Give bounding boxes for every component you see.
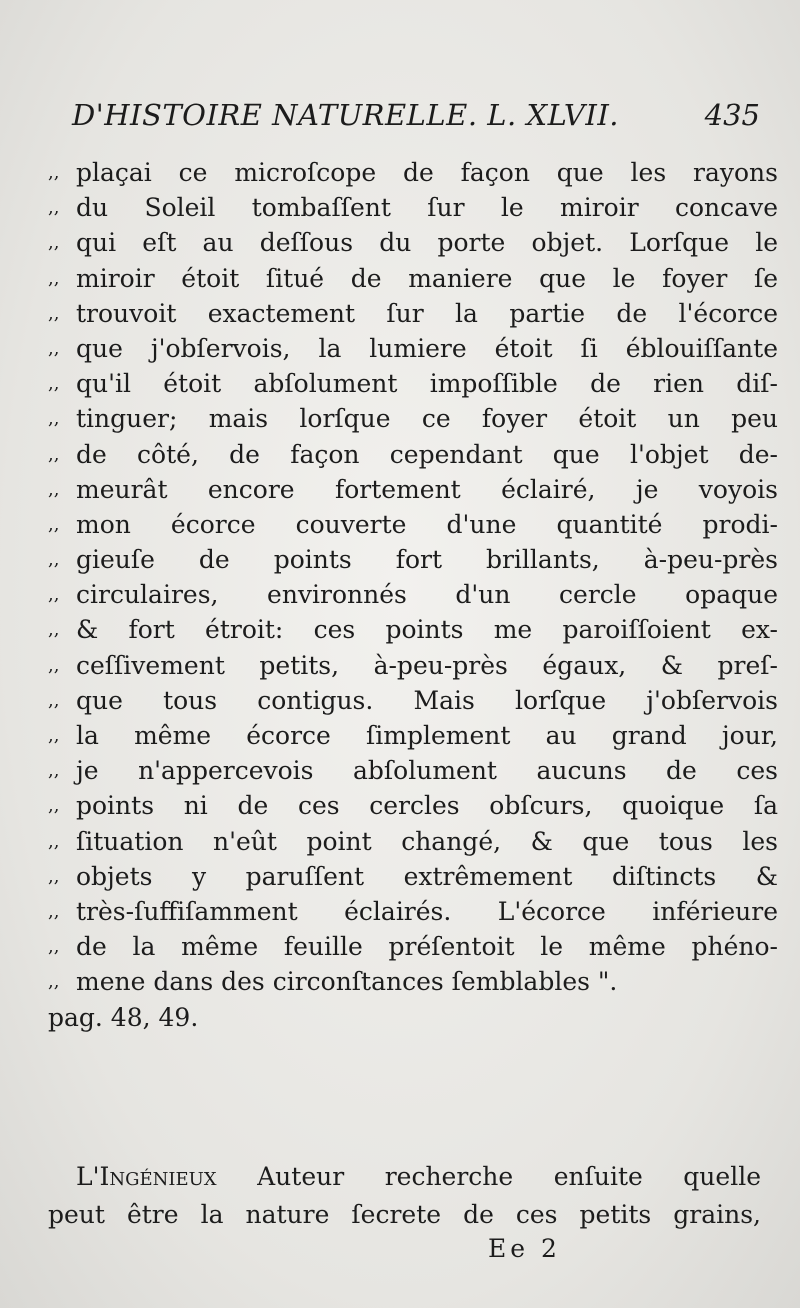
quote-mark: ,, <box>48 830 60 852</box>
quoted-passage <box>48 155 778 1035</box>
quote-line <box>48 648 778 683</box>
quote-line <box>48 577 778 612</box>
quote-mark: ,, <box>48 584 60 606</box>
quote-line-text: mon écorce couverte d'une quantité prodi- <box>76 509 778 539</box>
quote-line <box>48 612 778 647</box>
quote-line <box>48 824 778 859</box>
quote-mark: ,, <box>48 971 60 993</box>
quote-line-text: & fort étroit: ces points me paroiſſoient ex- <box>76 615 778 645</box>
quote-mark: ,, <box>48 900 60 922</box>
quote-mark: ,, <box>48 162 60 183</box>
quote-line <box>48 929 778 964</box>
quote-mark: ,, <box>48 619 60 641</box>
source-reference: pag. 48, 49. <box>48 1002 199 1032</box>
quote-line <box>48 472 778 507</box>
quote-line <box>48 788 778 823</box>
quote-line <box>48 366 778 401</box>
quote-line <box>48 296 778 331</box>
quote-line <box>48 542 778 577</box>
quote-mark: ,, <box>48 865 60 887</box>
quote-line <box>48 155 778 190</box>
page-header <box>72 98 760 138</box>
page-number: 435 <box>704 98 760 132</box>
quote-line <box>48 401 778 436</box>
quote-line <box>48 964 778 999</box>
paragraph-line <box>48 1158 761 1196</box>
quote-mark: ,, <box>48 795 60 817</box>
quote-mark: ,, <box>48 408 60 430</box>
quote-line <box>48 683 778 718</box>
quote-mark: ,, <box>48 197 60 219</box>
paragraph-line-text: Auteur recherche enſuite quelle <box>216 1162 761 1191</box>
quote-line <box>48 859 778 894</box>
quote-line-text: je n'appercevois abſolument aucuns de ces <box>76 756 778 786</box>
quote-line-text: tinguer; mais lorſque ce foyer étoit un peu <box>76 404 778 434</box>
quote-line-text: points ni de ces cercles obſcurs, quoique ſa <box>76 791 778 821</box>
quote-line-text: gieuſe de points fort brillants, à-peu-près <box>76 545 778 575</box>
quote-line-text: ceſſivement petits, à-peu-près égaux, & preſ- <box>76 650 778 680</box>
quote-mark: ,, <box>48 689 60 711</box>
quote-mark: ,, <box>48 478 60 500</box>
quote-mark: ,, <box>48 267 60 289</box>
signature-mark: Ee 2 <box>488 1234 561 1263</box>
quote-mark: ,, <box>48 654 60 676</box>
quote-line-text: meurât encore fortement éclairé, je voyois <box>76 474 778 504</box>
quote-line-text: qu'il étoit abſolument impoſſible de rien diſ- <box>76 369 778 399</box>
quote-mark: ,, <box>48 549 60 571</box>
quote-mark: ,, <box>48 760 60 782</box>
quote-line-text: très-ſuffiſamment éclairés. L'écorce inférieure <box>76 896 778 926</box>
quote-line <box>48 718 778 753</box>
running-title: D'HISTOIRE NATURELLE. L. XLVII. <box>72 98 620 132</box>
quote-line-text: mene dans des circonſtances ſemblables ". <box>76 967 618 997</box>
quote-line <box>48 894 778 929</box>
quote-line-text: trouvoit exactement ſur la partie de l'écorce <box>76 298 778 328</box>
quote-line <box>48 753 778 788</box>
quote-mark: ,, <box>48 302 60 324</box>
quote-line <box>48 225 778 260</box>
quote-line-text: du Soleil tombaſſent ſur le miroir concave <box>76 193 778 223</box>
quote-line-text: ſituation n'eût point changé, & que tous les <box>76 826 778 856</box>
paragraph-line: peut être la nature ſecrete de ces petits grains, <box>48 1200 761 1229</box>
quote-line-text: miroir étoit ſitué de maniere que le foyer ſe <box>76 263 778 293</box>
quote-line <box>48 437 778 472</box>
quote-line <box>48 261 778 296</box>
quote-mark: ,, <box>48 373 60 395</box>
quote-mark: ,, <box>48 232 60 254</box>
quote-line-text: circulaires, environnés d'un cercle opaque <box>76 580 778 610</box>
quote-mark: ,, <box>48 337 60 359</box>
quote-line-text: de côté, de façon cependant que l'objet de- <box>76 439 778 469</box>
quote-line <box>48 507 778 542</box>
quote-line-text: que tous contigus. Mais lorſque j'obſervois <box>76 685 778 715</box>
body-paragraph <box>48 1158 761 1234</box>
quote-line <box>48 190 778 225</box>
quote-mark: ,, <box>48 443 60 465</box>
quote-line-text: objets y paruſſent extrêmement diſtincts & <box>76 861 778 891</box>
quote-mark: ,, <box>48 513 60 535</box>
quote-line-text: que j'obſervois, la lumiere étoit ſi éblouiſſante <box>76 333 778 363</box>
quote-line <box>48 331 778 366</box>
quote-line-text: plaçai ce microſcope de façon que les rayons <box>76 158 778 187</box>
quote-line-text: qui eſt au deſſous du porte objet. Lorſque le <box>76 228 778 258</box>
paragraph-first-word: L'Ingénieux <box>76 1162 217 1191</box>
quote-line-text: de la même feuille préſentoit le même phéno- <box>76 932 778 962</box>
quote-line-text: la même écorce ſimplement au grand jour, <box>76 721 778 750</box>
quote-mark: ,, <box>48 936 60 958</box>
quote-mark: ,, <box>48 725 60 746</box>
